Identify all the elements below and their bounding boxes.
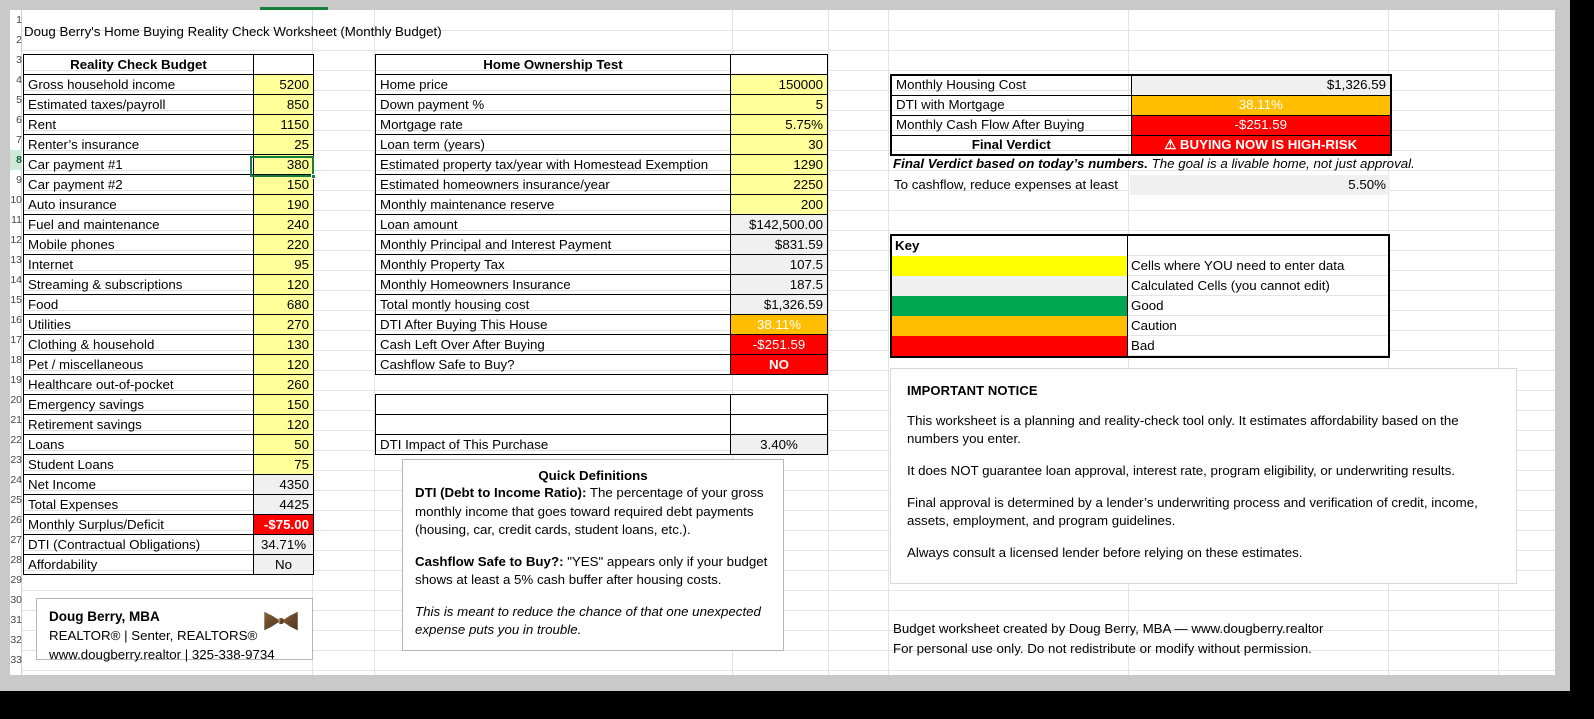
ownership-row-value[interactable]: 107.5 [731,255,828,275]
ownership-row-value[interactable]: NO [731,355,828,375]
quick-definitions-box [402,459,784,651]
row-header-19[interactable]: 19 [10,374,22,386]
row-header-30[interactable]: 30 [10,594,22,606]
reduce-expenses-value[interactable]: 5.50% [1130,175,1390,195]
blank-cell[interactable] [731,395,828,415]
row-header-10[interactable]: 10 [10,194,22,206]
table-row[interactable] [24,475,314,495]
row-header-4[interactable]: 4 [16,74,22,86]
table-row[interactable] [376,255,828,275]
budget-row-label[interactable]: Pet / miscellaneous [24,355,254,375]
budget-row-label[interactable]: Retirement savings [24,415,254,435]
table-row[interactable] [24,315,314,335]
notice-paragraph: This worksheet is a planning and reality-check tool only. It estimates affordability based on the numbers you enter. [907,413,1459,446]
row-header-14[interactable]: 14 [10,274,22,286]
table-row[interactable] [891,95,1391,115]
ownership-row-value[interactable]: 187.5 [731,275,828,295]
ownership-row-label[interactable]: Estimated property tax/year with Homestead Exemption [376,155,731,175]
agent-business-card [36,598,313,660]
budget-row-value[interactable]: 120 [254,355,314,375]
budget-row-label[interactable]: Affordability [24,555,254,575]
budget-header-value [254,55,314,75]
definition-dti-term: DTI (Debt to Income Ratio): [415,485,587,500]
table-row[interactable] [24,95,314,115]
table-row[interactable] [376,155,828,175]
row-header-29[interactable]: 29 [10,574,22,586]
table-row[interactable] [24,455,314,475]
row-header-15[interactable]: 15 [10,294,22,306]
reduce-expenses-label: To cashflow, reduce expenses at least [894,177,1118,192]
ownership-row-value[interactable]: 5 [731,95,828,115]
reduce-expenses-row[interactable] [890,175,1390,195]
table-row[interactable] [24,295,314,315]
table-row-blank[interactable] [376,415,828,435]
budget-row-value[interactable]: 130 [254,335,314,355]
row-header-31[interactable]: 31 [10,614,22,626]
home-ownership-test-table[interactable] [375,54,828,375]
budget-row-label[interactable]: Car payment #1 [24,155,254,175]
table-row[interactable] [376,275,828,295]
final-verdict-value: ⚠ BUYING NOW IS HIGH-RISK [1131,135,1391,155]
budget-row-label[interactable]: Streaming & subscriptions [24,275,254,295]
verdict-caption [893,156,1415,171]
row-header-27[interactable]: 27 [10,534,22,546]
budget-row-value[interactable]: 680 [254,295,314,315]
ownership-row-label[interactable]: Loan term (years) [376,135,731,155]
key-color-swatch [892,336,1128,356]
blank-cell[interactable] [731,415,828,435]
final-verdict-label: Final Verdict [891,135,1131,155]
budget-row-label[interactable]: DTI (Contractual Obligations) [24,535,254,555]
key-legend-box [890,234,1390,358]
ownership-row-label[interactable]: Cash Left Over After Buying [376,335,731,355]
table-row[interactable] [24,155,314,175]
table-row[interactable] [376,355,828,375]
ownership-row-label[interactable]: Total montly housing cost [376,295,731,315]
agent-credentials: REALTOR® | Senter, REALTORS® [49,628,258,643]
table-row[interactable] [24,275,314,295]
budget-row-value[interactable]: 95 [254,255,314,275]
row-header-18[interactable]: 18 [10,354,22,366]
budget-row-value[interactable]: 4350 [254,475,314,495]
quick-definitions-title: Quick Definitions [538,468,648,483]
row-header-7[interactable]: 7 [16,134,22,146]
table-row[interactable] [24,555,314,575]
budget-row-value[interactable]: -$75.00 [254,515,314,535]
row-header-33[interactable]: 33 [10,654,22,666]
key-row [892,296,1388,316]
key-title-row [892,236,1388,256]
dti-impact-table[interactable] [375,394,828,455]
budget-row-label[interactable]: Estimated taxes/payroll [24,95,254,115]
row-header-3[interactable]: 3 [16,54,22,66]
ownership-header-value [731,55,828,75]
row-number-gutter[interactable] [10,10,22,675]
verdict-row-label[interactable]: DTI with Mortgage [891,95,1131,115]
row-header-26[interactable]: 26 [10,514,22,526]
budget-row-label[interactable]: Rent [24,115,254,135]
table-header-row [24,55,314,75]
definition-closing: This is meant to reduce the chance of that one unexpected expense puts you in trouble. [415,603,761,637]
budget-row-label[interactable]: Emergency savings [24,395,254,415]
key-row [892,316,1388,336]
table-row[interactable] [24,395,314,415]
definition-cashflow-term: Cashflow Safe to Buy?: [415,553,564,569]
table-row[interactable] [890,175,1390,195]
row-header-21[interactable]: 21 [10,414,22,426]
ownership-row-value[interactable]: 200 [731,195,828,215]
blank-cell[interactable] [376,395,731,415]
budget-row-label[interactable]: Healthcare out-of-pocket [24,375,254,395]
budget-row-value[interactable]: 220 [254,235,314,255]
budget-row-value[interactable]: 150 [254,395,314,415]
important-notice-panel [890,368,1517,584]
ownership-row-label[interactable]: Down payment % [376,95,731,115]
table-row[interactable] [24,255,314,275]
table-row[interactable] [24,115,314,135]
ownership-row-value[interactable]: 5.75% [731,115,828,135]
table-row[interactable] [376,195,828,215]
table-row[interactable] [376,295,828,315]
row-header-17[interactable]: 17 [10,334,22,346]
ownership-row-label[interactable]: Loan amount [376,215,731,235]
notice-heading: IMPORTANT NOTICE [907,383,1038,398]
table-row[interactable] [376,95,828,115]
budget-row-value[interactable]: No [254,555,314,575]
ownership-header-label: Home Ownership Test [376,55,731,75]
table-row[interactable] [376,115,828,135]
row-header-9[interactable]: 9 [16,174,22,186]
budget-row-value[interactable]: 75 [254,455,314,475]
key-row [892,256,1388,276]
table-row[interactable] [24,375,314,395]
worksheet-grid[interactable] [10,10,1555,675]
budget-row-label[interactable]: Monthly Surplus/Deficit [24,515,254,535]
budget-row-value[interactable]: 190 [254,195,314,215]
budget-row-label[interactable]: Total Expenses [24,495,254,515]
footer-usage: For personal use only. Do not redistribute or modify without permission. [893,641,1312,656]
row-header-25[interactable]: 25 [10,494,22,506]
budget-row-label[interactable]: Internet [24,255,254,275]
budget-row-label[interactable]: Fuel and maintenance [24,215,254,235]
budget-row-label[interactable]: Net Income [24,475,254,495]
verdict-row-label[interactable]: Monthly Housing Cost [891,75,1131,95]
budget-row-label[interactable]: Loans [24,435,254,455]
ownership-row-value[interactable]: 2250 [731,175,828,195]
row-header-22[interactable]: 22 [10,434,22,446]
key-color-swatch [892,256,1128,276]
fill-handle[interactable] [311,174,316,179]
budget-row-label[interactable]: Auto insurance [24,195,254,215]
table-row[interactable] [24,135,314,155]
table-row[interactable] [24,235,314,255]
row-header-24[interactable]: 24 [10,474,22,486]
ownership-row-label[interactable]: Mortgage rate [376,115,731,135]
budget-row-label[interactable]: Car payment #2 [24,175,254,195]
gridline-h [22,590,1555,591]
notice-paragraph: It does NOT guarantee loan approval, interest rate, program eligibility, or underwriting results. [907,463,1455,478]
table-row[interactable] [24,535,314,555]
ownership-row-label[interactable]: DTI After Buying This House [376,315,731,335]
ownership-row-label[interactable]: Home price [376,75,731,95]
notice-paragraph: Always consult a licensed lender before relying on these estimates. [907,545,1303,560]
budget-row-value[interactable]: 1150 [254,115,314,135]
row-header-32[interactable]: 32 [10,634,22,646]
budget-row-label[interactable]: Clothing & household [24,335,254,355]
row-header-1[interactable]: 1 [16,14,22,26]
row-header-11[interactable]: 11 [11,214,22,226]
ownership-row-value[interactable]: -$251.59 [731,335,828,355]
table-row[interactable] [24,195,314,215]
budget-row-value[interactable]: 34.71% [254,535,314,555]
row-header-8[interactable]: 8 [10,150,22,170]
ownership-row-value[interactable]: $1,326.59 [731,295,828,315]
verdict-caption-bold: Final Verdict based on today’s numbers. [893,156,1148,171]
table-row[interactable] [891,115,1391,135]
budget-row-label[interactable]: Gross household income [24,75,254,95]
ownership-row-value[interactable]: 30 [731,135,828,155]
key-title-blank [1128,236,1388,256]
table-row[interactable] [376,75,828,95]
budget-row-value[interactable]: 260 [254,375,314,395]
ownership-row-label[interactable]: Monthly Principal and Interest Payment [376,235,731,255]
footer-credit: Budget worksheet created by Doug Berry, MBA — www.dougberry.realtor [893,621,1324,636]
budget-header-label: Reality Check Budget [24,55,254,75]
budget-row-value[interactable]: 120 [254,275,314,295]
row-header-2[interactable]: 2 [16,34,22,46]
agent-contact: www.dougberry.realtor | 325-338-9734 [49,647,275,662]
budget-row-label[interactable]: Student Loans [24,455,254,475]
row-header-23[interactable]: 23 [10,454,22,466]
budget-row-value[interactable]: 850 [254,95,314,115]
reality-check-budget-table[interactable] [23,54,314,575]
impact-row-value[interactable]: 3.40% [731,435,828,455]
table-row-blank[interactable] [376,395,828,415]
table-row[interactable] [24,75,314,95]
budget-row-value[interactable]: 380 [254,155,314,175]
ownership-row-label[interactable]: Cashflow Safe to Buy? [376,355,731,375]
ownership-row-label[interactable]: Monthly Homeowners Insurance [376,275,731,295]
gridline-h [22,50,1555,51]
key-entry-label: Bad [1128,336,1388,356]
definition-cashflow-text: "YES" appears only if your budget shows at least a 5% cash buffer after housing costs. [415,553,768,587]
blank-cell[interactable] [376,415,731,435]
final-verdict-row[interactable] [891,135,1391,155]
table-row[interactable] [376,135,828,155]
ownership-row-value[interactable]: $831.59 [731,235,828,255]
budget-row-value[interactable]: 270 [254,315,314,335]
key-color-swatch [892,276,1128,296]
db-monogram-logo [262,608,300,634]
table-row[interactable] [24,495,314,515]
definition-dti [415,484,771,540]
key-color-swatch [892,316,1128,336]
gridline-h [22,670,1555,671]
table-row[interactable] [376,335,828,355]
table-row[interactable] [376,215,828,235]
verdict-row-label[interactable]: Monthly Cash Flow After Buying [891,115,1131,135]
row-header-16[interactable]: 16 [10,314,22,326]
page-title: Doug Berry's Home Buying Reality Check Worksheet (Monthly Budget) [24,24,442,39]
table-row[interactable] [24,175,314,195]
budget-row-value[interactable]: 240 [254,215,314,235]
key-entry-label: Good [1128,296,1388,316]
key-row [892,336,1388,356]
key-row [892,276,1388,296]
notice-paragraph: Final approval is determined by a lender’s underwriting process and verification of credit, income, assets, employment, and program guidelines. [907,495,1478,528]
column-header-strip[interactable] [10,0,1555,10]
table-row[interactable] [891,75,1391,95]
row-header-20[interactable]: 20 [10,394,22,406]
table-row[interactable] [24,335,314,355]
table-row[interactable] [24,355,314,375]
budget-row-value[interactable]: 50 [254,435,314,455]
row-header-28[interactable]: 28 [10,554,22,566]
ownership-row-label[interactable]: Monthly maintenance reserve [376,195,731,215]
table-row[interactable] [376,435,828,455]
table-row[interactable] [24,515,314,535]
verdict-summary-table[interactable] [890,74,1392,156]
verdict-caption-rest: The goal is a livable home, not just approval. [1151,156,1415,171]
table-header-row [376,55,828,75]
budget-row-value[interactable]: 4425 [254,495,314,515]
key-title: Key [895,238,920,253]
table-row[interactable] [376,315,828,335]
table-row[interactable] [376,235,828,255]
ownership-row-value[interactable]: 38.11% [731,315,828,335]
definition-cashflow [415,553,771,590]
row-header-13[interactable]: 13 [10,254,22,266]
row-header-5[interactable]: 5 [16,94,22,106]
table-row[interactable] [24,435,314,455]
budget-row-label[interactable]: Food [24,295,254,315]
ownership-row-label[interactable]: Estimated homeowners insurance/year [376,175,731,195]
budget-row-value[interactable]: 120 [254,415,314,435]
verdict-row-value[interactable]: -$251.59 [1131,115,1391,135]
key-color-swatch [892,296,1128,316]
ownership-row-value[interactable]: $142,500.00 [731,215,828,235]
budget-row-value[interactable]: 25 [254,135,314,155]
key-title-cell [892,236,1128,256]
budget-row-value[interactable]: 5200 [254,75,314,95]
table-row[interactable] [24,215,314,235]
ownership-row-value[interactable]: 1290 [731,155,828,175]
window-bottom-edge [0,683,1570,691]
budget-row-label[interactable]: Renter’s insurance [24,135,254,155]
impact-row-label[interactable]: DTI Impact of This Purchase [376,435,731,455]
verdict-row-value[interactable]: 38.11% [1131,95,1391,115]
ownership-row-value[interactable]: 150000 [731,75,828,95]
table-row[interactable] [376,175,828,195]
verdict-row-value[interactable]: $1,326.59 [1131,75,1391,95]
row-header-6[interactable]: 6 [16,114,22,126]
ownership-row-label[interactable]: Monthly Property Tax [376,255,731,275]
table-row[interactable] [24,415,314,435]
agent-name: Doug Berry, MBA [49,609,160,624]
key-entry-label: Calculated Cells (you cannot edit) [1128,276,1388,296]
definition-dti-text: The percentage of your gross monthly income that goes toward required debt payments (housing, car, credit cards, student loans, etc.). [415,485,764,537]
budget-row-label[interactable]: Mobile phones [24,235,254,255]
row-header-12[interactable]: 12 [10,234,22,246]
key-entry-label: Caution [1128,316,1388,336]
key-entry-label: Cells where YOU need to enter data [1128,256,1388,276]
budget-row-label[interactable]: Utilities [24,315,254,335]
budget-row-value[interactable]: 150 [254,175,314,195]
